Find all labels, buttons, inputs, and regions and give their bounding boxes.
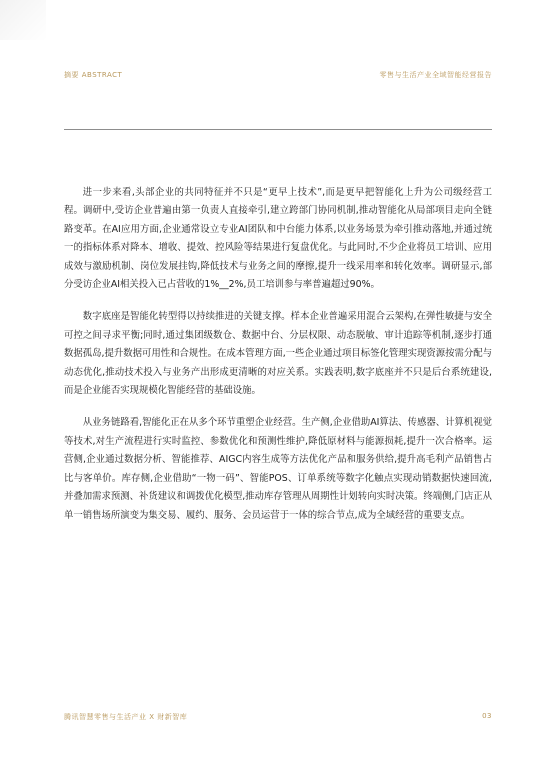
header-divider [64,129,492,130]
paragraph-2: 数字底座是智能化转型得以持续推进的关键支撑。样本企业普遍采用混合云架构,在弹性敏捷与安全可控之间寻求平衡;同时,通过集团级数仓、数据中台、分层权限、动态脱敏、审计追踪等机制,逐步打通数据孤岛,提升数据可用性和合规性。在成本管理方面,一些企业通过项目标签化管理实现资源按需分配与动态优化,推动技术投入与业务产出形成更清晰的对应关系。实践表明,数字底座并不只是后台系统建设,而是企业能否实现规模化智能经营的基础设施。 [64,311,492,397]
page-footer [64,712,492,724]
abstract-body [64,184,492,539]
publisher-credit: 腾讯智慧零售与生活产业 X 财新智库 [64,713,188,721]
report-title: 零售与生活产业全域智能经营报告 [379,71,492,79]
paragraph-1: 进一步来看,头部企业的共同特征并不只是“更早上技术”,而是更早把智能化上升为公司级经营工程。调研中,受访企业普遍由第一负责人直接牵引,建立跨部门协同机制,推动智能化从局部项目走向全链路变革。在AI应用方面,企业通常设立专业AI团队和中台能力体系,以业务场景为牵引推动落地,并通过统一的指标体系对降本、增收、提效、控风险等结果进行复盘优化。与此同时,不少企业将员工培训、应用成效与激励机制、岗位发展挂钩,降低技术与业务之间的摩擦,提升一线采用率和转化效率。调研显示,部分受访企业AI相关投入已占营收的1%__2%,员工培训参与率普遍超过90%。 [64,187,492,291]
page-header [64,70,492,82]
paragraph-3: 从业务链路看,智能化正在从多个环节重塑企业经营。生产侧,企业借助AI算法、传感器、计算机视觉等技术,对生产流程进行实时监控、参数优化和预测性维护,降低原材料与能源损耗,提升一次合格率。运营侧,企业通过数据分析、智能推荐、AIGC内容生成等方法优化产品和服务供给,提升高毛利产品销售占比与客单价。库存侧,企业借助“一物一码”、智能POS、订单系统等数字化触点实现动销数据快速回流,并叠加需求预测、补货建议和调拨优化模型,推动库存管理从周期性计划转向实时决策。终端侧,门店正从单一销售场所演变为集交易、履约、服务、会员运营于一体的综合节点,成为全域经营的重要支点。 [64,417,492,521]
section-label: 摘要 ABSTRACT [64,71,123,79]
corner-decoration [0,0,46,40]
page-number: 03 [482,712,492,720]
